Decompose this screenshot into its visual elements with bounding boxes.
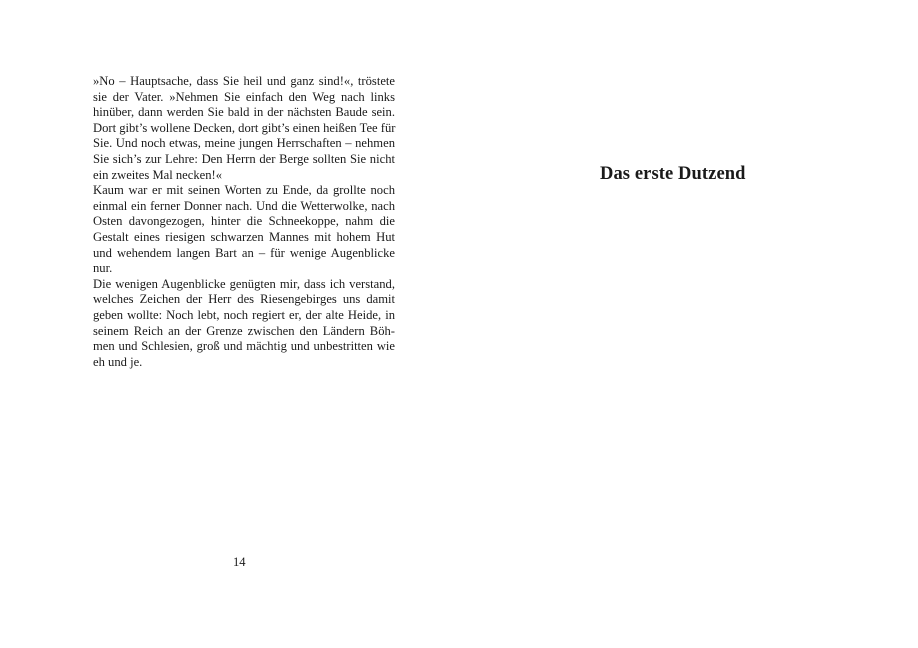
paragraph-3 xyxy=(93,277,395,371)
text-line: Kaum war er mit seinen Worten zu Ende, da grollte noch xyxy=(93,183,395,198)
text-line: Die wenigen Augenblicke genügten mir, dass ich verstand, xyxy=(93,276,395,291)
text-line: ein zweites Mal necken!« xyxy=(93,167,223,182)
text-line: Sie. Und noch etwas, meine jungen Herrschaften – nehmen xyxy=(93,136,395,151)
text-line: Gestalt eines riesigen schwarzen Mannes mit hohem Hut xyxy=(93,229,395,244)
chapter-title: Das erste Dutzend xyxy=(600,164,746,184)
text-line: Sie sich’s zur Lehre: Den Herrn der Berge sollten Sie nicht xyxy=(93,151,395,166)
text-line: Osten davongezogen, hinter die Schneekoppe, nahm die xyxy=(93,214,395,229)
paragraph-1 xyxy=(93,74,395,183)
text-line: einmal ein ferner Donner nach. Und die Wetterwolke, nach xyxy=(93,198,395,213)
text-line: hinüber, dann werden Sie bald in der nächsten Baude sein. xyxy=(93,105,395,120)
paragraph-2 xyxy=(93,183,395,277)
page-number: 14 xyxy=(233,555,246,569)
text-line: sie der Vater. »Nehmen Sie einfach den Weg nach links xyxy=(93,89,395,104)
text-line: welches Zeichen der Herr des Riesengebirges uns damit xyxy=(93,292,395,307)
left-page-text xyxy=(93,74,395,370)
text-line: seinem Reich an der Grenze zwischen den Ländern Böh- xyxy=(93,323,395,338)
text-line: nur. xyxy=(93,261,113,276)
text-line: eh und je. xyxy=(93,354,143,369)
text-line: men und Schlesien, groß und mächtig und unbestritten wie xyxy=(93,339,395,354)
text-line: geben wollte: Noch lebt, noch regiert er, der alte Heide, in xyxy=(93,307,395,322)
text-line: »No – Hauptsache, dass Sie heil und ganz sind!«, tröstete xyxy=(93,74,395,88)
text-line: und wehendem langen Bart an – für wenige Augenblicke xyxy=(93,245,395,260)
text-line: Dort gibt’s wollene Decken, dort gibt’s einen heißen Tee für xyxy=(93,120,396,135)
